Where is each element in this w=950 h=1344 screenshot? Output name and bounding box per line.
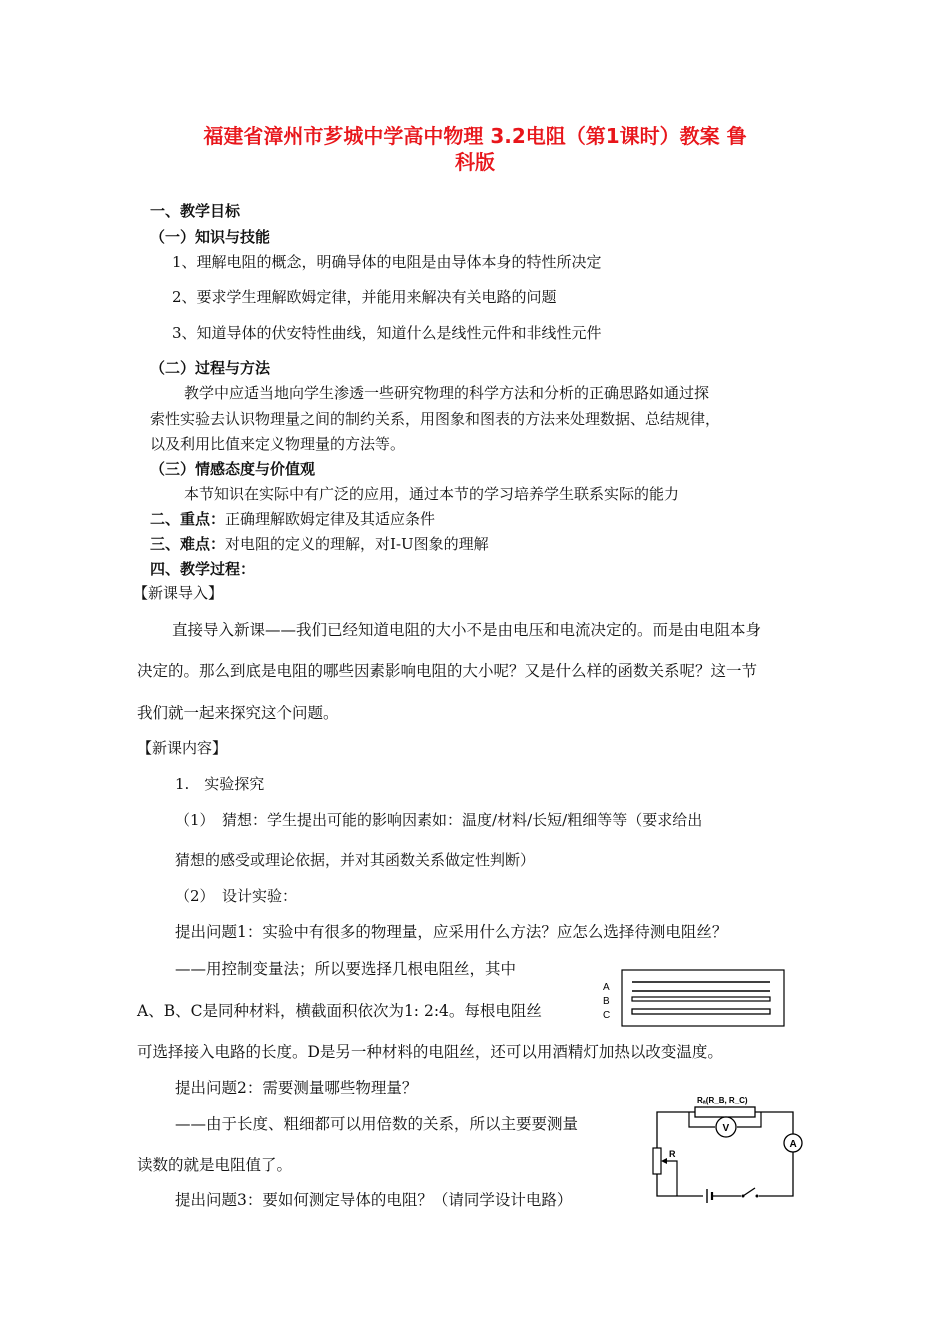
resistor-label: Rₐ(R_B, R_C) [697, 1096, 748, 1105]
process-para-line-1: 教学中应适当地向学生渗透一些研究物理的科学方法和分析的正确思路如通过探 [184, 384, 710, 402]
wire-label-c: C [603, 1010, 611, 1021]
circuit-diagram [645, 1092, 805, 1204]
guess-line-2: 猜想的感受或理论依据，并对其函数关系做定性判断） [175, 851, 536, 869]
wire-label-b: B [603, 996, 610, 1007]
process-para-line-3: 以及利用比值来定义物理量的方法等。 [150, 435, 406, 453]
answer-2-line-2: 读数的就是电阻值了。 [137, 1156, 293, 1174]
answer-1-line-1: ——用控制变量法；所以要选择几根电阻丝，其中 [175, 960, 517, 978]
key-point-text: 正确理解欧姆定律及其适应条件 [225, 510, 436, 528]
answer-2-line-1: ——由于长度、粗细都可以用倍数的关系，所以主要要测量 [175, 1115, 579, 1133]
question-2: 提出问题2：需要测量哪些物理量？ [175, 1079, 418, 1097]
section-process: 四、教学过程： [150, 560, 256, 578]
subsection-knowledge: （一）知识与技能 [150, 228, 271, 246]
guess-line-1: （1） 猜想：学生提出可能的影响因素如：温度/材料/长短/粗细等等（要求给出 [175, 811, 703, 829]
content-heading: 【新课内容】 [137, 739, 228, 757]
intro-line-2: 决定的。那么到底是电阻的哪些因素影响电阻的大小呢？又是什么样的函数关系呢？这一节 [137, 662, 758, 680]
key-point-label: 二、重点： [150, 510, 226, 528]
title-line-1: 福建省漳州市芗城中学高中物理 3.2电阻（第1课时）教案 鲁 [203, 124, 747, 148]
content-item-1: 1. 实验探究 [175, 775, 265, 793]
question-3: 提出问题3：要如何测定导体的电阻？（请同学设计电路） [175, 1191, 573, 1209]
intro-heading: 【新课导入】 [133, 584, 224, 602]
question-1: 提出问题1：实验中有很多的物理量，应采用什么方法？应怎么选择待测电阻丝？ [175, 923, 728, 941]
resistance-wires-figure [598, 968, 788, 1028]
voltmeter-label: V [722, 1123, 730, 1134]
attitude-para: 本节知识在实际中有广泛的应用，通过本节的学习培养学生联系实际的能力 [184, 485, 680, 503]
section-objectives: 一、教学目标 [150, 202, 241, 220]
difficulty [150, 534, 489, 554]
wire-label-a: A [603, 982, 610, 993]
intro-line-3: 我们就一起来探究这个问题。 [137, 704, 339, 722]
difficulty-text: 对电阻的定义的理解，对I-U图象的理解 [225, 535, 489, 553]
subsection-attitude: （三）情感态度与价值观 [150, 460, 316, 478]
answer-1-line-2: A、B、C是同种材料，横截面积依次为1: 2:4。每根电阻丝 [137, 1002, 542, 1020]
design-experiment: （2） 设计实验： [175, 887, 298, 905]
rheostat [653, 1148, 661, 1174]
title-line-2: 科版 [455, 150, 495, 174]
difficulty-label: 三、难点： [150, 535, 226, 553]
answer-1-line-3: 可选择接入电路的长度。D是另一种材料的电阻丝，还可以用酒精灯加热以改变温度。 [137, 1043, 723, 1061]
process-para-line-2: 索性实验去认识物理量之间的制约关系，用图象和图表的方法来处理数据、总结规律， [150, 410, 721, 428]
rheostat-label: R [669, 1149, 676, 1159]
subsection-process: （二）过程与方法 [150, 359, 271, 377]
intro-line-1: 直接导入新课——我们已经知道电阻的大小不是由电压和电流决定的。而是由电阻本身 [172, 621, 762, 639]
knowledge-item-3: 3、知道导体的伏安特性曲线，知道什么是线性元件和非线性元件 [172, 324, 602, 342]
resistor [695, 1107, 755, 1117]
ammeter-label: A [789, 1139, 797, 1150]
knowledge-item-2: 2、要求学生理解欧姆定律，并能用来解决有关电路的问题 [172, 288, 557, 306]
wire-c [632, 1009, 770, 1014]
key-point [150, 509, 435, 529]
knowledge-item-1: 1、理解电阻的概念，明确导体的电阻是由导体本身的特性所决定 [172, 253, 602, 271]
wire-b [632, 997, 770, 1001]
